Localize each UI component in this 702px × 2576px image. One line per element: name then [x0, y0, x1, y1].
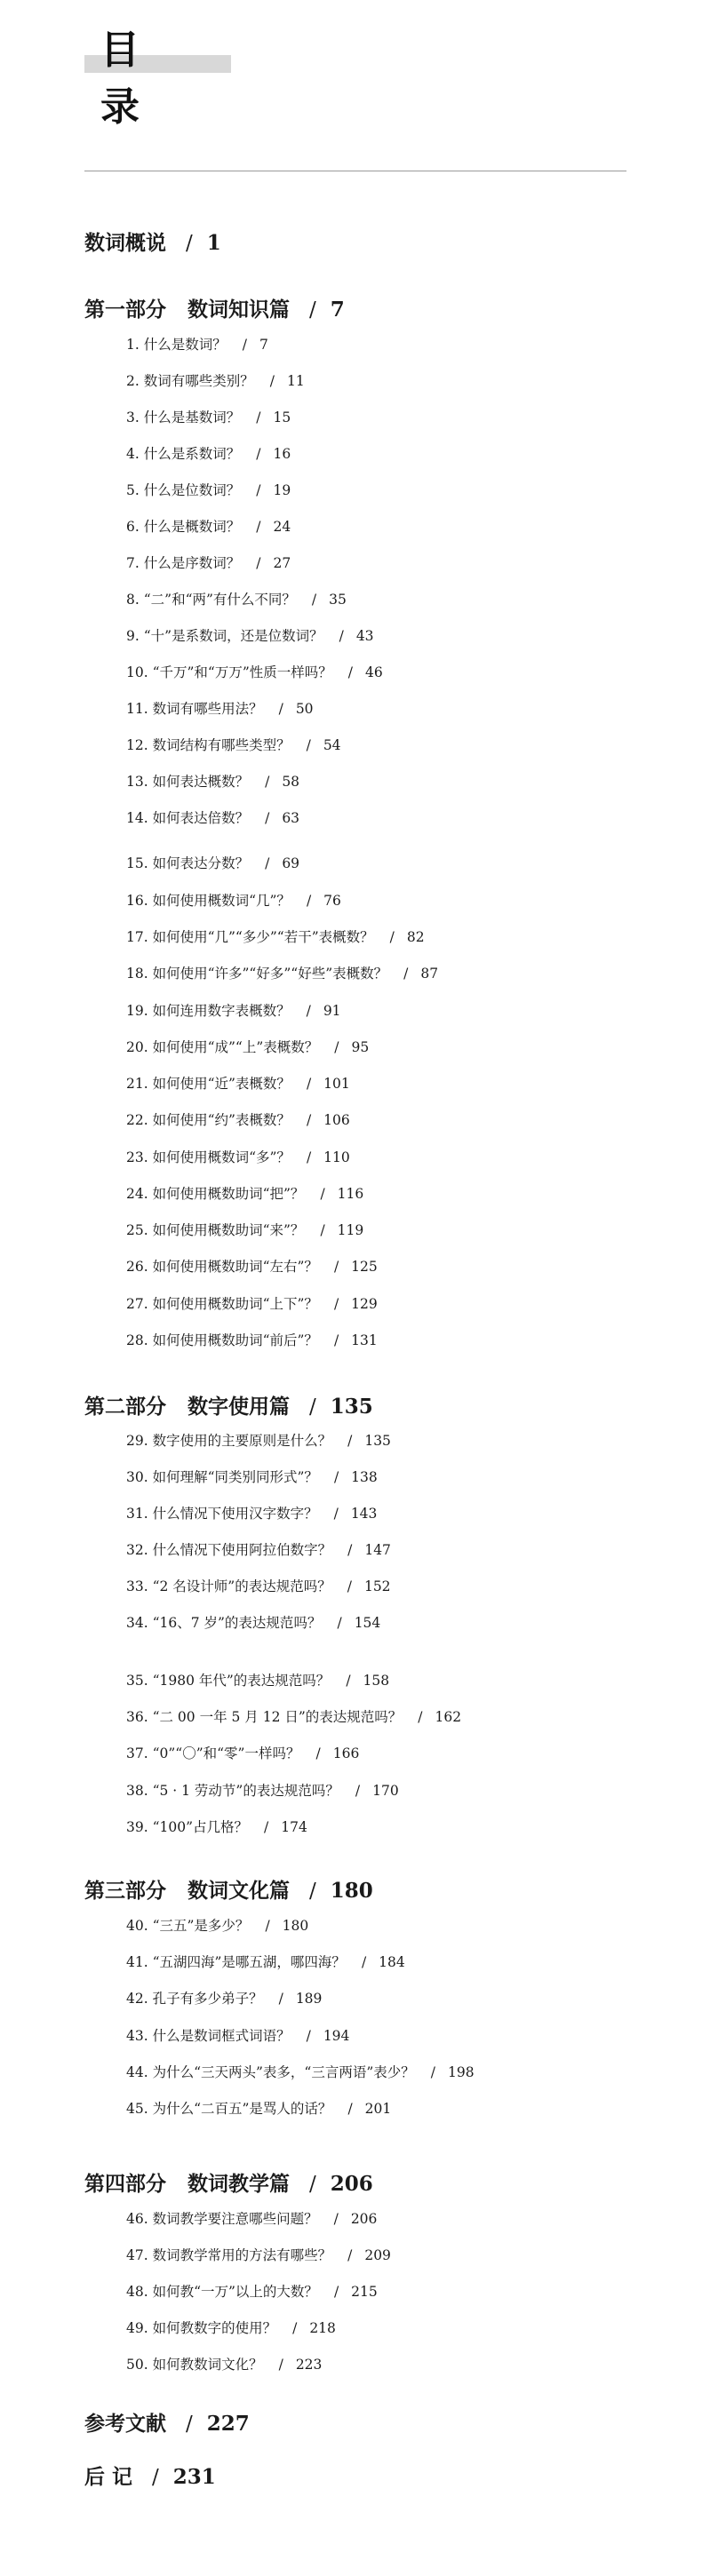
page-separator: /	[256, 519, 261, 535]
toc-entry[interactable]	[126, 1817, 307, 1836]
entry-page-number: 223	[295, 2357, 323, 2373]
toc-entry[interactable]	[126, 698, 314, 718]
entry-page-number: 91	[323, 1003, 341, 1019]
page-separator: /	[265, 1918, 270, 1934]
entry-page-number: 116	[337, 1186, 364, 1202]
entry-page-number: 63	[282, 810, 300, 826]
toc-section-s0[interactable]	[84, 227, 221, 256]
entry-page-number: 69	[282, 855, 300, 871]
toc-entry[interactable]	[126, 1576, 391, 1595]
page-separator: /	[306, 737, 311, 753]
toc-entry[interactable]	[126, 589, 347, 608]
toc-entry[interactable]	[126, 1503, 377, 1523]
entry-title: 47. 数词教学常用的方法有哪些？	[126, 2247, 332, 2263]
entry-title: 43. 什么是数词框式词语？	[126, 2028, 291, 2044]
page-separator: /	[306, 1112, 312, 1128]
toc-entry[interactable]	[126, 1256, 378, 1276]
entry-title: 46. 数词教学要注意哪些问题？	[126, 2211, 318, 2227]
entry-page-number: 54	[323, 737, 341, 753]
entry-page-number: 7	[259, 337, 268, 353]
toc-entry[interactable]	[126, 1330, 378, 1349]
entry-title: 15. 如何表达分数？	[126, 855, 250, 871]
page-separator: /	[278, 1991, 283, 2007]
entry-page-number: 95	[351, 1039, 370, 1055]
toc-entry[interactable]	[126, 1073, 350, 1093]
entry-title: 32. 什么情况下使用阿拉伯数字？	[126, 1542, 332, 1558]
entry-title: 39. “100”占几格？	[126, 1819, 249, 1835]
entry-page-number: 189	[295, 1991, 323, 2007]
toc-entry[interactable]	[126, 1743, 359, 1762]
entry-page-number: 209	[364, 2247, 391, 2263]
page-separator: /	[186, 2413, 193, 2436]
section-label: 第四部分	[84, 2172, 166, 2196]
toc-section-s3[interactable]	[84, 1874, 373, 1904]
section-subtitle: 数词教学篇	[187, 2172, 290, 2196]
entry-title: 30. 如何理解“同类别同形式”？	[126, 1469, 318, 1485]
entry-page-number: 87	[420, 966, 439, 982]
page-separator: /	[430, 2064, 436, 2080]
page-separator: /	[269, 373, 275, 389]
page-separator: /	[256, 409, 261, 425]
entry-page-number: 50	[295, 701, 314, 717]
toc-entry[interactable]	[126, 1037, 369, 1056]
toc-entry[interactable]	[126, 662, 383, 681]
page-separator: /	[306, 2028, 311, 2044]
page-separator: /	[309, 2173, 316, 2196]
entry-page-number: 174	[281, 1819, 307, 1835]
toc-entry[interactable]	[126, 407, 291, 426]
toc-entry[interactable]	[126, 853, 299, 872]
page-separator: /	[186, 232, 193, 255]
toc-entry[interactable]	[126, 2025, 349, 2045]
entry-page-number: 194	[323, 2028, 350, 2044]
entry-title: 42. 孔子有多少弟子？	[126, 1991, 263, 2007]
entry-page-number: 11	[286, 373, 305, 389]
page-separator: /	[333, 1506, 339, 1522]
toc-entry[interactable]	[126, 1952, 405, 1971]
entry-title: 33. “2 名设计师”的表达规范吗？	[126, 1578, 331, 1594]
entry-page-number: 198	[448, 2064, 475, 2080]
page-separator: /	[389, 929, 395, 945]
page-separator: /	[333, 2211, 339, 2227]
section-page-number: 227	[206, 2412, 250, 2436]
toc-title-text: 目 录	[100, 28, 175, 130]
entry-title: 23. 如何使用概数词“多”？	[126, 1149, 291, 1165]
toc-entry[interactable]	[126, 1430, 391, 1450]
toc-section-s4[interactable]	[84, 2167, 373, 2197]
entry-page-number: 166	[332, 1745, 360, 1761]
toc-entry[interactable]	[126, 2245, 391, 2264]
entry-page-number: 35	[329, 592, 347, 608]
entry-title: 12. 数词结构有哪些类型？	[126, 737, 291, 753]
page-separator: /	[152, 2466, 159, 2489]
toc-entry[interactable]	[126, 553, 291, 572]
toc-entry[interactable]	[126, 1915, 308, 1935]
entry-page-number: 110	[323, 1149, 350, 1165]
page-separator: /	[347, 2101, 353, 2117]
toc-entry[interactable]	[126, 963, 438, 982]
page-separator: /	[309, 1395, 316, 1419]
page-separator: /	[333, 1259, 339, 1275]
entry-page-number: 119	[337, 1222, 364, 1238]
toc-entry[interactable]	[126, 443, 291, 463]
page-separator: /	[311, 592, 317, 608]
page-separator: /	[337, 1615, 342, 1631]
toc-entry[interactable]	[126, 1706, 461, 1726]
toc-section-s6[interactable]	[84, 2461, 216, 2490]
page-separator: /	[320, 1186, 325, 1202]
entry-title: 44. 为什么“三天两头”表多，“三言两语”表少？	[126, 2064, 415, 2080]
toc-entry[interactable]	[126, 2062, 475, 2081]
entry-title: 49. 如何教数字的使用？	[126, 2320, 277, 2336]
entry-title: 26. 如何使用概数助词“左右”？	[126, 1259, 318, 1275]
toc-entry[interactable]	[126, 1147, 350, 1166]
page-separator: /	[242, 337, 247, 353]
section-subtitle: 数词文化篇	[187, 1879, 290, 1903]
page-separator: /	[256, 446, 261, 462]
section-page-number: 1	[206, 231, 221, 255]
page-separator: /	[347, 1578, 352, 1594]
toc-entry[interactable]	[126, 1467, 378, 1486]
entry-title: 10. “千万”和“万万”性质一样吗？	[126, 664, 332, 680]
entry-page-number: 135	[364, 1433, 391, 1449]
toc-entry[interactable]	[126, 2354, 322, 2373]
toc-entry[interactable]	[126, 2281, 378, 2301]
entry-page-number: 152	[363, 1578, 391, 1594]
entry-title: 9. “十”是系数词，还是位数词？	[126, 628, 323, 644]
toc-entry[interactable]	[126, 890, 341, 910]
entry-page-number: 184	[379, 1954, 405, 1970]
page-separator: /	[333, 1469, 339, 1485]
toc-title	[84, 18, 231, 130]
entry-title: 20. 如何使用“成”“上”表概数？	[126, 1039, 319, 1055]
entry-title: 25. 如何使用概数助词“来”？	[126, 1222, 305, 1238]
entry-page-number: 46	[365, 664, 383, 680]
entry-title: 48. 如何教“一万”以上的大数？	[126, 2284, 318, 2300]
page-separator: /	[333, 1296, 339, 1312]
page-separator: /	[346, 1673, 351, 1689]
entry-title: 7. 什么是序数词？	[126, 555, 241, 571]
section-label: 第二部分	[84, 1395, 166, 1419]
entry-page-number: 201	[364, 2101, 392, 2117]
section-page-number: 231	[172, 2465, 216, 2489]
page-separator: /	[256, 555, 261, 571]
section-subtitle: 数字使用篇	[187, 1395, 290, 1419]
entry-title: 31. 什么情况下使用汉字数字？	[126, 1506, 318, 1522]
entry-title: 38. “5 · 1 劳动节”的表达规范吗？	[126, 1783, 339, 1799]
section-page-number: 7	[330, 298, 345, 322]
entry-page-number: 27	[273, 555, 291, 571]
toc-entry[interactable]	[126, 1780, 399, 1800]
toc-entry[interactable]	[126, 735, 341, 754]
page-separator: /	[264, 1819, 269, 1835]
entry-title: 41. “五湖四海”是哪五湖，哪四海？	[126, 1954, 346, 1970]
entry-page-number: 58	[282, 774, 300, 790]
section-label: 第一部分	[84, 298, 166, 322]
page-separator: /	[306, 1003, 311, 1019]
toc-entry[interactable]	[126, 2318, 336, 2337]
entry-page-number: 147	[364, 1542, 391, 1558]
entry-page-number: 76	[323, 893, 341, 909]
toc-entry[interactable]	[126, 1109, 350, 1129]
page-separator: /	[347, 1542, 353, 1558]
toc-entry[interactable]	[126, 1988, 322, 2008]
entry-title: 4. 什么是系数词？	[126, 446, 241, 462]
entry-title: 5. 什么是位数词？	[126, 482, 241, 498]
entry-page-number: 129	[351, 1296, 378, 1312]
toc-entry[interactable]	[126, 1183, 363, 1203]
toc-entry[interactable]	[126, 926, 425, 946]
entry-page-number: 106	[323, 1112, 350, 1128]
toc-entry[interactable]	[126, 625, 374, 645]
section-page-number: 135	[330, 1395, 373, 1419]
entry-page-number: 101	[323, 1076, 350, 1092]
entry-title: 21. 如何使用“近”表概数？	[126, 1076, 291, 1092]
toc-entry[interactable]	[126, 1670, 389, 1690]
entry-page-number: 215	[351, 2284, 378, 2300]
toc-entry[interactable]	[126, 1293, 378, 1313]
page-separator: /	[347, 1433, 353, 1449]
entry-page-number: 154	[354, 1615, 381, 1631]
section-page-number: 180	[330, 1879, 373, 1903]
page-separator: /	[306, 1149, 312, 1165]
entry-page-number: 206	[350, 2211, 378, 2227]
entry-page-number: 170	[372, 1783, 399, 1799]
toc-entry[interactable]	[126, 771, 299, 791]
page-separator: /	[265, 810, 270, 826]
entry-page-number: 19	[273, 482, 291, 498]
entry-title: 29. 数字使用的主要原则是什么？	[126, 1433, 332, 1449]
entry-title: 6. 什么是概数词？	[126, 519, 241, 535]
page-separator: /	[309, 298, 316, 322]
page-separator: /	[265, 774, 270, 790]
page-separator: /	[315, 1745, 321, 1761]
section-page-number: 206	[330, 2172, 373, 2196]
page-separator: /	[418, 1709, 423, 1725]
section-label: 第三部分	[84, 1879, 166, 1903]
entry-title: 19. 如何连用数字表概数？	[126, 1003, 291, 1019]
toc-entry[interactable]	[126, 480, 291, 499]
toc-entry[interactable]	[126, 1539, 391, 1559]
entry-title: 24. 如何使用概数助词“把”？	[126, 1186, 305, 1202]
entry-page-number: 43	[355, 628, 374, 644]
entry-title: 45. 为什么“二百五”是骂人的话？	[126, 2101, 332, 2117]
entry-title: 27. 如何使用概数助词“上下”？	[126, 1296, 318, 1312]
entry-page-number: 16	[273, 446, 291, 462]
entry-page-number: 131	[351, 1332, 378, 1348]
toc-entry[interactable]	[126, 516, 291, 536]
entry-title: 16. 如何使用概数词“几”？	[126, 893, 291, 909]
toc-entry[interactable]	[126, 1000, 341, 1020]
entry-title: 50. 如何教数词文化？	[126, 2357, 263, 2373]
section-label: 后 记	[84, 2465, 133, 2489]
page-separator: /	[265, 855, 270, 871]
toc-entry[interactable]	[126, 1220, 363, 1239]
page-separator: /	[339, 628, 344, 644]
entry-title: 35. “1980 年代”的表达规范吗？	[126, 1673, 331, 1689]
entry-title: 36. “二 00 一年 5 月 12 日”的表达规范吗？	[126, 1709, 403, 1725]
entry-page-number: 24	[273, 519, 291, 535]
entry-title: 37. “0”“〇”和“零”一样吗？	[126, 1745, 300, 1761]
toc-entry[interactable]	[126, 2208, 377, 2228]
entry-title: 3. 什么是基数词？	[126, 409, 241, 425]
entry-title: 18. 如何使用“许多”“好多”“好些”表概数？	[126, 966, 388, 982]
page-separator: /	[306, 1076, 312, 1092]
entry-page-number: 162	[435, 1709, 462, 1725]
toc-entry[interactable]	[126, 2098, 391, 2118]
page-separator: /	[278, 701, 283, 717]
toc-section-s1[interactable]	[84, 293, 345, 322]
toc-entry[interactable]	[126, 370, 305, 390]
page-separator: /	[309, 1880, 316, 1903]
entry-page-number: 158	[363, 1673, 390, 1689]
page-separator: /	[278, 2357, 283, 2373]
page-separator: /	[361, 1954, 367, 1970]
entry-page-number: 143	[350, 1506, 378, 1522]
toc-entry[interactable]	[126, 334, 268, 354]
page-separator: /	[306, 893, 312, 909]
entry-title: 13. 如何表达概数？	[126, 774, 250, 790]
entry-title: 22. 如何使用“约”表概数？	[126, 1112, 291, 1128]
section-label: 参考文献	[84, 2412, 166, 2436]
page-separator: /	[292, 2320, 298, 2336]
entry-page-number: 15	[273, 409, 291, 425]
toc-entry[interactable]	[126, 807, 299, 827]
entry-page-number: 138	[351, 1469, 378, 1485]
page-separator: /	[333, 2284, 339, 2300]
page-separator: /	[355, 1783, 361, 1799]
entry-title: 11. 数词有哪些用法？	[126, 701, 263, 717]
entry-title: 2. 数词有哪些类别？	[126, 373, 254, 389]
entry-page-number: 125	[351, 1259, 378, 1275]
entry-title: 34. “16、7 岁”的表达规范吗？	[126, 1615, 322, 1631]
entry-page-number: 180	[282, 1918, 309, 1934]
page-separator: /	[256, 482, 261, 498]
section-subtitle: 数词知识篇	[187, 298, 290, 322]
entry-page-number: 82	[406, 929, 425, 945]
entry-title: 8. “二”和“两”有什么不同？	[126, 592, 296, 608]
page-separator: /	[333, 1332, 339, 1348]
toc-section-s2[interactable]	[84, 1390, 373, 1419]
entry-title: 1. 什么是数词？	[126, 337, 227, 353]
page-separator: /	[347, 2247, 353, 2263]
entry-title: 28. 如何使用概数助词“前后”？	[126, 1332, 318, 1348]
toc-entry[interactable]	[126, 1612, 380, 1632]
section-label: 数词概说	[84, 231, 166, 255]
entry-title: 17. 如何使用“几”“多少”“若干”表概数？	[126, 929, 374, 945]
entry-title: 14. 如何表达倍数？	[126, 810, 250, 826]
page-separator: /	[334, 1039, 339, 1055]
entry-page-number: 218	[309, 2320, 336, 2336]
page-separator: /	[403, 966, 409, 982]
page-separator: /	[320, 1222, 325, 1238]
entry-title: 40. “三五”是多少？	[126, 1918, 250, 1934]
page-separator: /	[347, 664, 354, 680]
toc-section-s5[interactable]	[84, 2407, 250, 2437]
